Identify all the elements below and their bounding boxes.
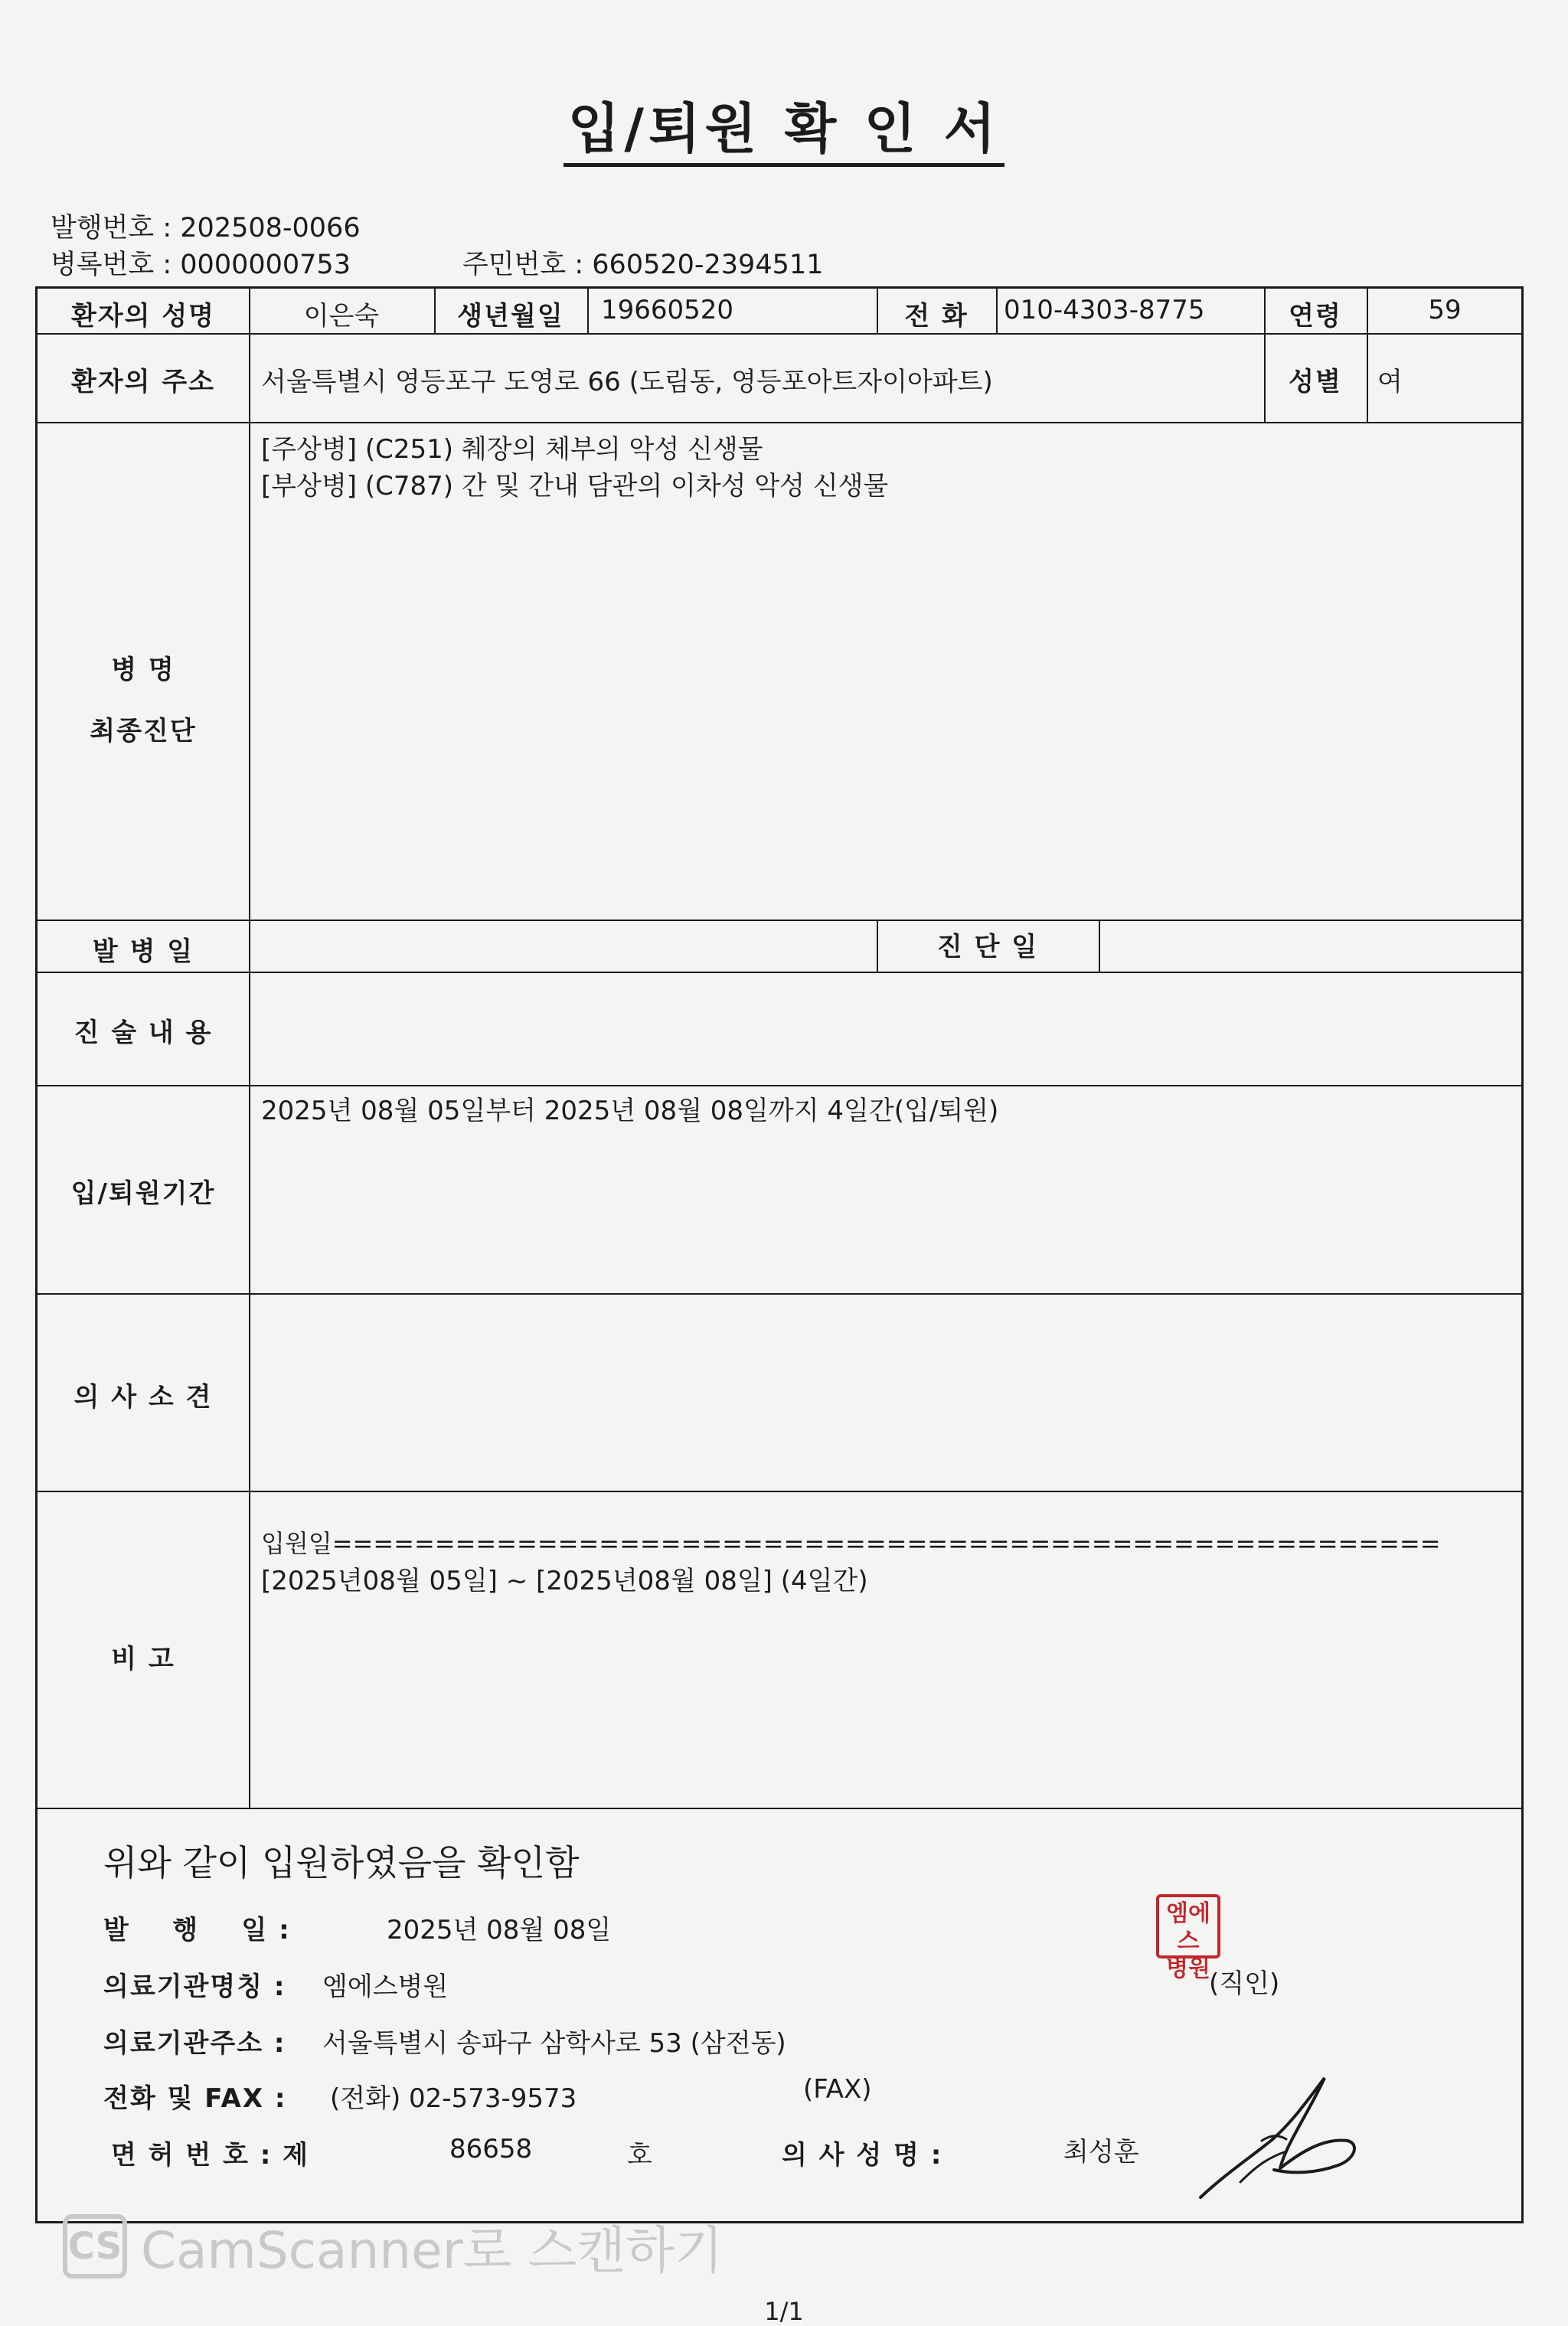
- phone-label: 전 화: [904, 301, 969, 332]
- hospital-seal: 엠에스 병원: [1156, 1894, 1220, 1958]
- license-label: 면 허 번 호 : 제: [111, 2140, 310, 2171]
- statement-label: 진 술 내 용: [74, 1018, 213, 1048]
- remarks-label: 비 고: [111, 1644, 175, 1674]
- seal-label: (직인): [1209, 1968, 1280, 1999]
- patient-address: 서울특별시 영등포구 도영로 66 (도림동, 영등포아트자이아파트): [261, 367, 993, 397]
- patient-sex: 여: [1377, 367, 1403, 397]
- issue-number: 발행번호 : 202508-0066: [51, 213, 361, 243]
- doctor-name: 최성훈: [1063, 2137, 1139, 2168]
- remarks-line-1: 입원일======================================================: [261, 1529, 1441, 1558]
- doctor-label: 의 사 성 명 :: [782, 2140, 943, 2171]
- sex-label: 성별: [1289, 367, 1342, 397]
- page-number: 1/1: [764, 2297, 804, 2326]
- patient-age: 59: [1428, 295, 1462, 325]
- doctor-signature: [1194, 2067, 1370, 2205]
- remarks-line-2: [2025년08월 05일] ~ [2025년08월 08일] (4일간): [261, 1566, 868, 1596]
- sub-diagnosis: [부상병] (C787) 간 및 간내 담관의 이차성 악성 신생물: [261, 471, 889, 501]
- issue-date: 2025년 08월 08일: [387, 1915, 612, 1945]
- institution-name: 엠에스병원: [322, 1972, 449, 2002]
- license-number: 86658: [449, 2134, 533, 2164]
- record-number: 병록번호 : 0000000753: [51, 250, 351, 280]
- patient-phone: 010-4303-8775: [1004, 295, 1205, 325]
- period-value: 2025년 08월 05일부터 2025년 08월 08일까지 4일간(입/퇴원): [261, 1096, 999, 1126]
- birth-label: 생년월일: [457, 301, 564, 332]
- institution-fax: (FAX): [803, 2074, 872, 2105]
- confirmation-statement: 위와 같이 입원하였음을 확인함: [103, 1842, 580, 1883]
- period-label: 입/퇴원기간: [70, 1178, 216, 1209]
- birth-date: 19660520: [601, 295, 734, 325]
- diagnosis-date-label: 진 단 일: [936, 932, 1039, 962]
- main-diagnosis: [주상병] (C251) 췌장의 체부의 악성 신생물: [261, 434, 763, 465]
- diagnosis-label: 병 명: [111, 655, 175, 685]
- confirmation-form: [35, 286, 1524, 2223]
- camscanner-logo-icon: CS: [63, 2214, 127, 2279]
- name-label: 환자의 성명: [70, 301, 216, 332]
- institution-phone: (전화) 02-573-9573: [330, 2083, 577, 2114]
- patient-name: 이은숙: [303, 301, 380, 332]
- document-title: 입/퇴원 확 인 서: [0, 86, 1568, 163]
- institution-address: 서울특별시 송파구 삼학사로 53 (삼전동): [322, 2028, 786, 2059]
- address-label: 환자의 주소: [70, 367, 216, 397]
- license-suffix: 호: [627, 2140, 652, 2171]
- camscanner-text: CamScanner로 스캔하기: [141, 2221, 724, 2280]
- camscanner-watermark: [63, 2210, 724, 2282]
- phone-fax-label: 전화 및 FAX :: [103, 2083, 287, 2114]
- resident-number: 주민번호 : 660520-2394511: [462, 250, 824, 280]
- issue-date-label: 발 행 일 :: [103, 1915, 291, 1945]
- institution-address-label: 의료기관주소 :: [103, 2028, 286, 2059]
- opinion-label: 의 사 소 견: [74, 1382, 213, 1413]
- age-label: 연령: [1289, 301, 1342, 332]
- final-diagnosis-label: 최종진단: [90, 716, 197, 746]
- institution-label: 의료기관명칭 :: [103, 1972, 286, 2002]
- onset-label: 발 병 일: [92, 936, 194, 967]
